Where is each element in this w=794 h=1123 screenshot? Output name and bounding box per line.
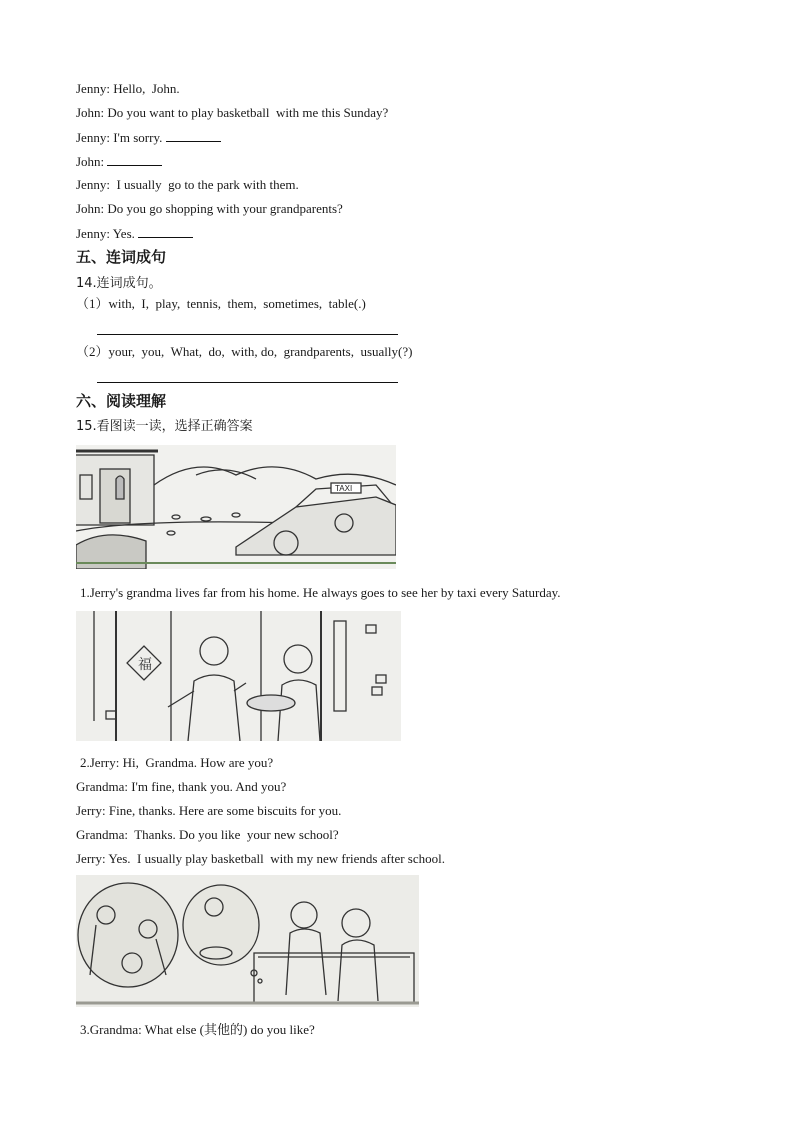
dialogue-line-5: Jenny: I usually go to the park with them.: [76, 177, 299, 192]
dialogue-line-3: Jenny: I'm sorry.: [76, 129, 221, 146]
question-15-title: 15.看图读一读，选择正确答案: [76, 419, 253, 434]
dialogue-line-1: Jenny: Hello, John.: [76, 81, 180, 96]
answer-blank[interactable]: [138, 225, 193, 238]
door-character: 福: [138, 657, 152, 673]
dialogue-line-4: John:: [76, 153, 162, 170]
dialogue-line-2: John: Do you want to play basketball with me this Sunday?: [76, 105, 389, 120]
dialogue-line-6: John: Do you go shopping with your grandparents?: [76, 201, 343, 216]
passage-3: 3.Grandma: What else (其他的) do you like?: [80, 1022, 315, 1037]
passage-2-line-4: Grandma: Thanks. Do you like your new school?: [76, 827, 339, 842]
passage-1: 1.Jerry's grandma lives far from his home. He always goes to see her by taxi every Saturday.: [80, 585, 561, 600]
picture-grandma-door: [76, 611, 401, 741]
dialogue-line-7: Jenny: Yes.: [76, 225, 193, 242]
passage-2-line-2: Grandma: I'm fine, thank you. And you?: [76, 779, 287, 794]
answer-blank[interactable]: [107, 153, 162, 166]
question-14-item-1: （1）with, I, play, tennis, them, sometimes, table(.): [76, 296, 366, 311]
passage-2-line-1: 2.Jerry: Hi, Grandma. How are you?: [80, 755, 274, 770]
answer-line-1[interactable]: [97, 334, 398, 335]
question-14-title: 14.连词成句。: [76, 276, 162, 291]
answer-line-2[interactable]: [97, 382, 398, 383]
answer-blank[interactable]: [166, 129, 221, 142]
passage-2-line-5: Jerry: Yes. I usually play basketball with my new friends after school.: [76, 851, 445, 866]
question-14-item-2: （2）your, you, What, do, with, do, grandparents, usually(?): [76, 344, 413, 359]
taxi-sign-text: TAXI: [335, 484, 353, 493]
section-title-6: 六、阅读理解: [76, 392, 167, 410]
picture-thought-bubbles: [76, 875, 419, 1007]
section-title-5: 五、连词成句: [76, 248, 167, 266]
picture-taxi-scene: [76, 445, 396, 569]
passage-2-line-3: Jerry: Fine, thanks. Here are some biscuits for you.: [76, 803, 342, 818]
